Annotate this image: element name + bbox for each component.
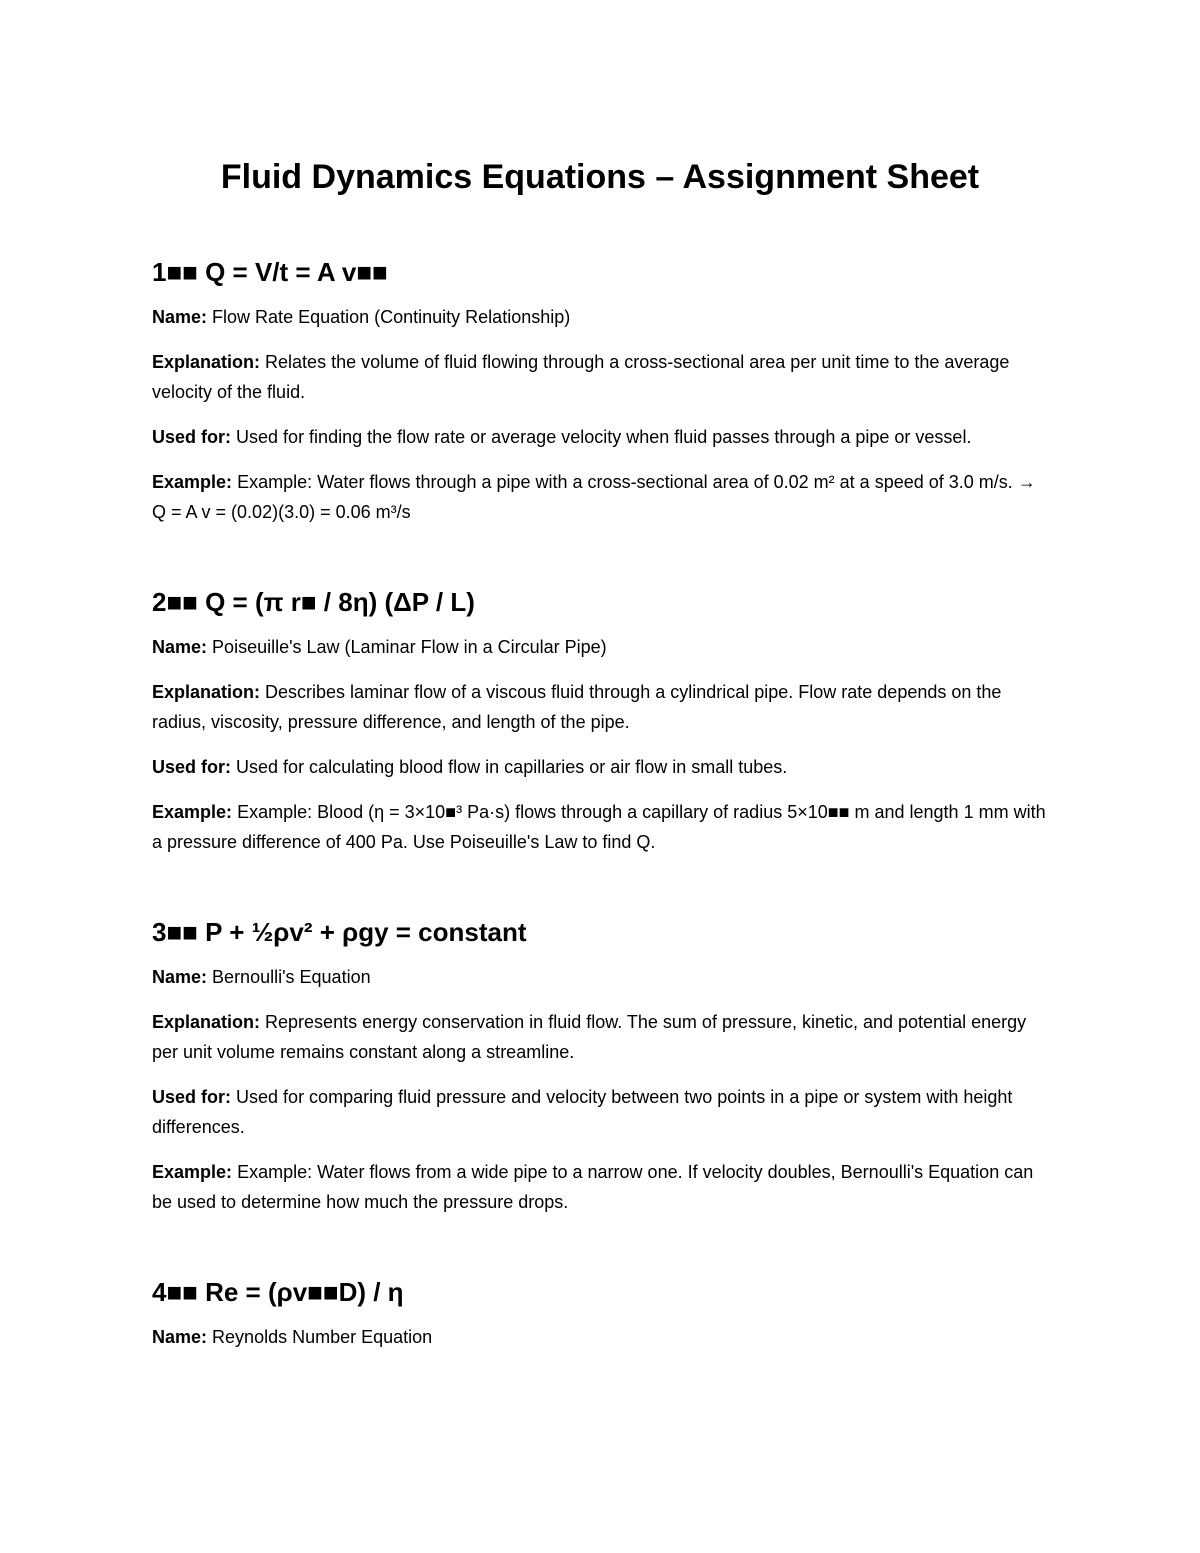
name-value: Poiseuille's Law (Laminar Flow in a Circular Pipe)	[212, 637, 607, 657]
equation-explanation	[152, 677, 1052, 737]
used-for-value: Used for calculating blood flow in capillaries or air flow in small tubes.	[236, 757, 788, 777]
name-value: Flow Rate Equation (Continuity Relationship)	[212, 307, 571, 327]
equation-section-4	[152, 1274, 1052, 1352]
explanation-value: Relates the volume of fluid flowing through a cross-sectional area per unit time to the average velocity of the fluid.	[152, 352, 1010, 402]
equation-used-for	[152, 422, 1052, 452]
example-label: Example:	[152, 1162, 233, 1182]
example-value: Example: Water flows through a pipe with a cross-sectional area of 0.02 m² at a speed of 3.0 m/s. → Q = A v = (0.02)(3.0) = 0.06 m³/s	[152, 472, 1036, 522]
name-label: Name:	[152, 307, 208, 327]
equation-name	[152, 1322, 1052, 1352]
used-for-label: Used for:	[152, 1087, 232, 1107]
equation-explanation	[152, 347, 1052, 407]
used-for-label: Used for:	[152, 427, 232, 447]
equation-used-for	[152, 1082, 1052, 1142]
name-label: Name:	[152, 1327, 208, 1347]
explanation-label: Explanation:	[152, 1012, 261, 1032]
name-value: Reynolds Number Equation	[212, 1327, 433, 1347]
equation-heading: 4■■ Re = (ρv■■D) / η	[152, 1277, 404, 1307]
equation-section-3	[152, 914, 1052, 1217]
equation-name	[152, 302, 1052, 332]
explanation-value: Represents energy conservation in fluid flow. The sum of pressure, kinetic, and potential energy per unit volume remains constant along a streamline.	[152, 1012, 1027, 1062]
page-title: Fluid Dynamics Equations – Assignment Sheet	[220, 158, 980, 196]
equation-section-1	[152, 254, 1052, 527]
used-for-label: Used for:	[152, 757, 232, 777]
equation-heading: 3■■ P + ½ρv² + ρgy = constant	[152, 917, 527, 947]
name-value: Bernoulli's Equation	[212, 967, 371, 987]
explanation-label: Explanation:	[152, 682, 261, 702]
name-label: Name:	[152, 637, 208, 657]
equation-heading: 1■■ Q = V/t = A v■■	[152, 257, 388, 287]
equation-heading: 2■■ Q = (π r■ / 8η) (ΔP / L)	[152, 587, 475, 617]
example-label: Example:	[152, 802, 233, 822]
equation-name	[152, 962, 1052, 992]
name-label: Name:	[152, 967, 208, 987]
used-for-value: Used for finding the flow rate or average velocity when fluid passes through a pipe or vessel.	[236, 427, 972, 447]
equation-example	[152, 797, 1052, 857]
used-for-value: Used for comparing fluid pressure and velocity between two points in a pipe or system with height differences.	[152, 1087, 1013, 1137]
equation-example	[152, 1157, 1052, 1217]
equation-section-2	[152, 584, 1052, 857]
explanation-label: Explanation:	[152, 352, 261, 372]
equation-explanation	[152, 1007, 1052, 1067]
example-label: Example:	[152, 472, 233, 492]
explanation-value: Describes laminar flow of a viscous fluid through a cylindrical pipe. Flow rate depends on the radius, viscosity, pressure difference, and length of the pipe.	[152, 682, 1002, 732]
example-value: Example: Blood (η = 3×10■³ Pa·s) flows through a capillary of radius 5×10■■ m and length 1 mm with a pressure difference of 400 Pa. Use Poiseuille's Law to find Q.	[152, 802, 1046, 852]
equation-example	[152, 467, 1052, 527]
equation-used-for	[152, 752, 1052, 782]
example-value: Example: Water flows from a wide pipe to a narrow one. If velocity doubles, Bernoulli's Equation can be used to determine how much the pressure drops.	[152, 1162, 1034, 1212]
equation-name	[152, 632, 1052, 662]
